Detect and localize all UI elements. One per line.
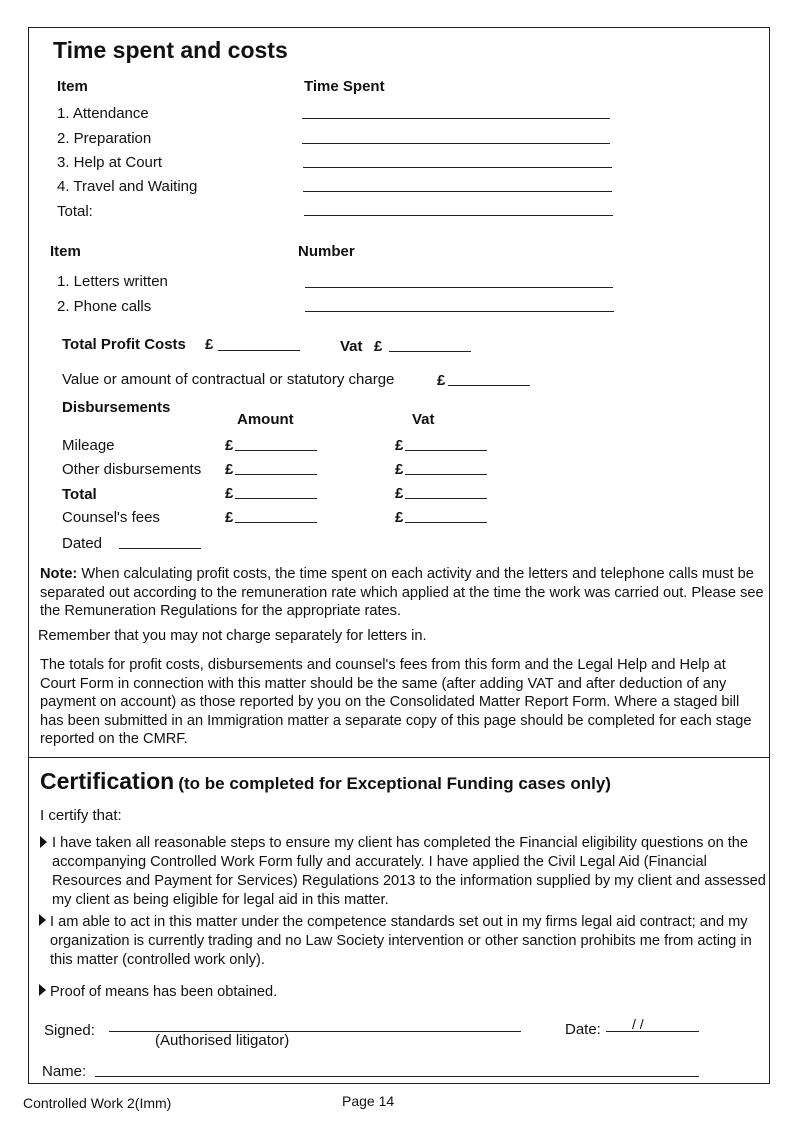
item-letters-written: 1. Letters written <box>57 273 168 290</box>
bullet-triangle-icon <box>40 836 47 848</box>
currency-symbol: £ <box>225 437 234 454</box>
name-field[interactable] <box>95 1076 699 1077</box>
item-help-at-court: 3. Help at Court <box>57 154 163 171</box>
remember-paragraph: Remember that you may not charge separately for letters in. <box>38 628 427 644</box>
bullet-triangle-icon <box>39 914 46 926</box>
currency-symbol: £ <box>225 509 234 526</box>
item-header-2: Item <box>50 243 81 260</box>
total-vat-field[interactable] <box>389 351 471 352</box>
item-header: Item <box>57 78 88 95</box>
amount-header: Amount <box>237 411 294 428</box>
counsels-vat-field[interactable] <box>405 522 487 523</box>
date-slashes: / / <box>632 1016 644 1032</box>
footer-page-number: Page 14 <box>342 1093 395 1109</box>
currency-symbol: £ <box>205 336 214 353</box>
row-mileage: Mileage <box>62 437 115 454</box>
currency-symbol: £ <box>225 485 234 502</box>
attendance-field[interactable] <box>302 118 610 119</box>
value-charge-label: Value or amount of contractual or statutory charge <box>62 371 395 388</box>
currency-symbol: £ <box>395 461 404 478</box>
certify-bullet-2: I am able to act in this matter under the competence standards set out in my firms legal aid contract; and my organization is currently trading and no Law Society intervention or other sanction prohibits me from acting in this matter (controlled work only). <box>50 914 752 968</box>
dated-label: Dated <box>62 535 103 552</box>
certification-subtitle: (to be completed for Exceptional Funding cases only) <box>178 774 611 793</box>
section-title: Time spent and costs <box>53 37 288 63</box>
certification-heading <box>40 768 611 795</box>
time-spent-header: Time Spent <box>304 78 385 95</box>
currency-symbol: £ <box>225 461 234 478</box>
mileage-amount-field[interactable] <box>235 450 317 451</box>
other-amount-field[interactable] <box>235 474 317 475</box>
vat-label: Vat <box>340 338 363 355</box>
value-charge-field[interactable] <box>448 385 530 386</box>
total-time-label: Total: <box>57 203 93 220</box>
travel-waiting-field[interactable] <box>303 191 612 192</box>
mileage-vat-field[interactable] <box>405 450 487 451</box>
currency-symbol: £ <box>395 485 404 502</box>
certify-bullet-3: Proof of means has been obtained. <box>50 984 278 1000</box>
counsels-amount-field[interactable] <box>235 522 317 523</box>
note-text: When calculating profit costs, the time spent on each activity and the letters and telephone calls must be separated out according to the remuneration rate which applied at the time the work was carried out. Please see the Remuneration Regulations for the appropriate rates. <box>40 566 764 619</box>
authorised-litigator-label: (Authorised litigator) <box>155 1032 290 1049</box>
total-amount-field[interactable] <box>235 498 317 499</box>
help-at-court-field[interactable] <box>303 167 612 168</box>
row-counsels-fees: Counsel's fees <box>62 509 160 526</box>
vat-header: Vat <box>412 411 435 428</box>
dated-field[interactable] <box>119 548 201 549</box>
item-preparation: 2. Preparation <box>57 130 152 147</box>
bullet-triangle-icon <box>39 984 46 996</box>
totals-paragraph: The totals for profit costs, disbursements and counsel's fees from this form and the Legal Help and Help at Court Form in connection with this matter should be the same (after adding VAT and after deduction of any payment on account) as those reported by you on the Consolidated Matter Report Form. Where a staged bill has been submitted in an Immigration matter a separate copy of this page should be completed for each stage reported on the CMRF. <box>40 657 752 747</box>
currency-symbol: £ <box>395 437 404 454</box>
certify-intro: I certify that: <box>40 807 122 824</box>
preparation-field[interactable] <box>302 143 610 144</box>
number-header: Number <box>298 243 355 260</box>
item-travel-waiting: 4. Travel and Waiting <box>57 178 198 195</box>
name-label: Name: <box>42 1063 87 1080</box>
total-profit-costs-label: Total Profit Costs <box>62 336 186 353</box>
total-profit-costs-field[interactable] <box>218 350 300 351</box>
note-label: Note: <box>40 566 78 582</box>
date-field[interactable] <box>606 1031 699 1032</box>
currency-symbol: £ <box>395 509 404 526</box>
note-paragraph <box>40 565 765 621</box>
disbursements-title: Disbursements <box>62 399 171 416</box>
row-total: Total <box>62 486 97 503</box>
section-divider <box>29 757 769 758</box>
date-label: Date: <box>565 1021 601 1038</box>
certification-title: Certification <box>40 768 175 794</box>
letters-written-field[interactable] <box>305 287 613 288</box>
currency-symbol: £ <box>374 338 383 355</box>
signed-label: Signed: <box>44 1022 95 1039</box>
item-attendance: 1. Attendance <box>57 105 149 122</box>
other-vat-field[interactable] <box>405 474 487 475</box>
currency-symbol: £ <box>437 372 446 389</box>
total-vat-field[interactable] <box>405 498 487 499</box>
footer-form-name: Controlled Work 2(Imm) <box>23 1095 172 1111</box>
certify-bullet-1: I have taken all reasonable steps to ensure my client has completed the Financial eligibility questions on the accompanying Controlled Work Form fully and accurately. I have applied the Civil Legal Aid (Financial Resources and Payment for Services) Regulations 2013 to the information supplied by my client and assessed my client as being eligible for legal aid in this matter. <box>52 835 766 908</box>
phone-calls-field[interactable] <box>305 311 614 312</box>
row-other-disbursements: Other disbursements <box>62 461 202 478</box>
item-phone-calls: 2. Phone calls <box>57 298 152 315</box>
total-time-field[interactable] <box>304 215 613 216</box>
